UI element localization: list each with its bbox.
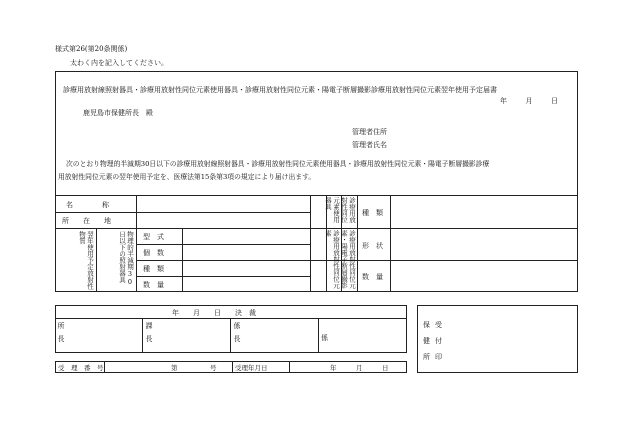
form-label: 様式第26(第20条関係)	[55, 45, 128, 53]
sub-label-model: 型 式	[143, 233, 164, 241]
receipt-date-label: 受理年月日	[235, 364, 268, 372]
decision-cell-section-chief: 課長	[145, 322, 153, 348]
date-day: 日	[550, 97, 558, 105]
right-label-shape: 形 状	[362, 242, 383, 250]
addressee: 鹿児島市保健所長 殿	[83, 109, 153, 117]
isotope-label: 診療用放射性同位元素・陽電子断層撮影診療用放射性同位元素	[324, 230, 356, 289]
admin-address-label: 管理者住所	[352, 128, 387, 136]
seal-char-5: 所	[423, 353, 430, 361]
seal-char-2: 受	[435, 321, 442, 329]
planned-use-label: 翌年使用予定放射性物質	[78, 231, 94, 290]
sub-label-type: 種 類	[143, 265, 164, 273]
receipt-number: 第 号	[171, 364, 217, 372]
sub-label-quantity: 数 量	[143, 281, 164, 289]
right-label-quantity: 数 量	[362, 273, 383, 281]
body-line-2: 用放射性同位元素の翌年使用予定を、医療法第15条第3項の規定により届け出ます。	[58, 173, 316, 181]
notice-date	[500, 96, 558, 106]
receipt-date-value: 年 月 日	[330, 364, 389, 372]
device-label: 診療用放射性同位元素使用器具	[324, 197, 356, 223]
decision-cell-staff: 係	[321, 334, 328, 342]
decision-cell-subsection-chief: 係長	[233, 322, 241, 348]
date-year: 年	[500, 97, 507, 105]
seal-char-6: 印	[435, 353, 442, 361]
decision-header: 年 月 日 決 裁	[172, 309, 256, 317]
seal-char-4: 付	[435, 337, 442, 345]
receipt-label: 受 理 番 号	[58, 364, 104, 372]
admin-name-label: 管理者氏名	[352, 141, 387, 149]
half-life-label: 物理的半減期30日以下の照射器具	[118, 231, 134, 286]
instruction-text: 太わく内を記入してください。	[70, 59, 168, 67]
seal-char-1: 保	[423, 321, 430, 329]
right-label-type: 種 類	[362, 209, 383, 217]
body-line-1: 次のとおり物理的半減期30日以下の診療用放射線照射器具・診療用放射性同位元素使用器具・診療用放射性同位元素・陽電子断層撮影診療	[66, 160, 490, 168]
name-label: 名 称	[66, 201, 111, 209]
sub-label-count: 個 数	[143, 249, 164, 257]
decision-cell-director: 所長	[57, 322, 65, 348]
date-month: 月	[525, 97, 533, 105]
notice-title: 診療用放射線照射器具・診療用放射性同位元素使用器具・診療用放射性同位元素・陽電子断層撮影診療用放射性同位元素翌年使用予定届書	[63, 86, 497, 94]
seal-char-3: 健	[423, 337, 430, 345]
address-label: 所 在 地	[62, 217, 111, 225]
